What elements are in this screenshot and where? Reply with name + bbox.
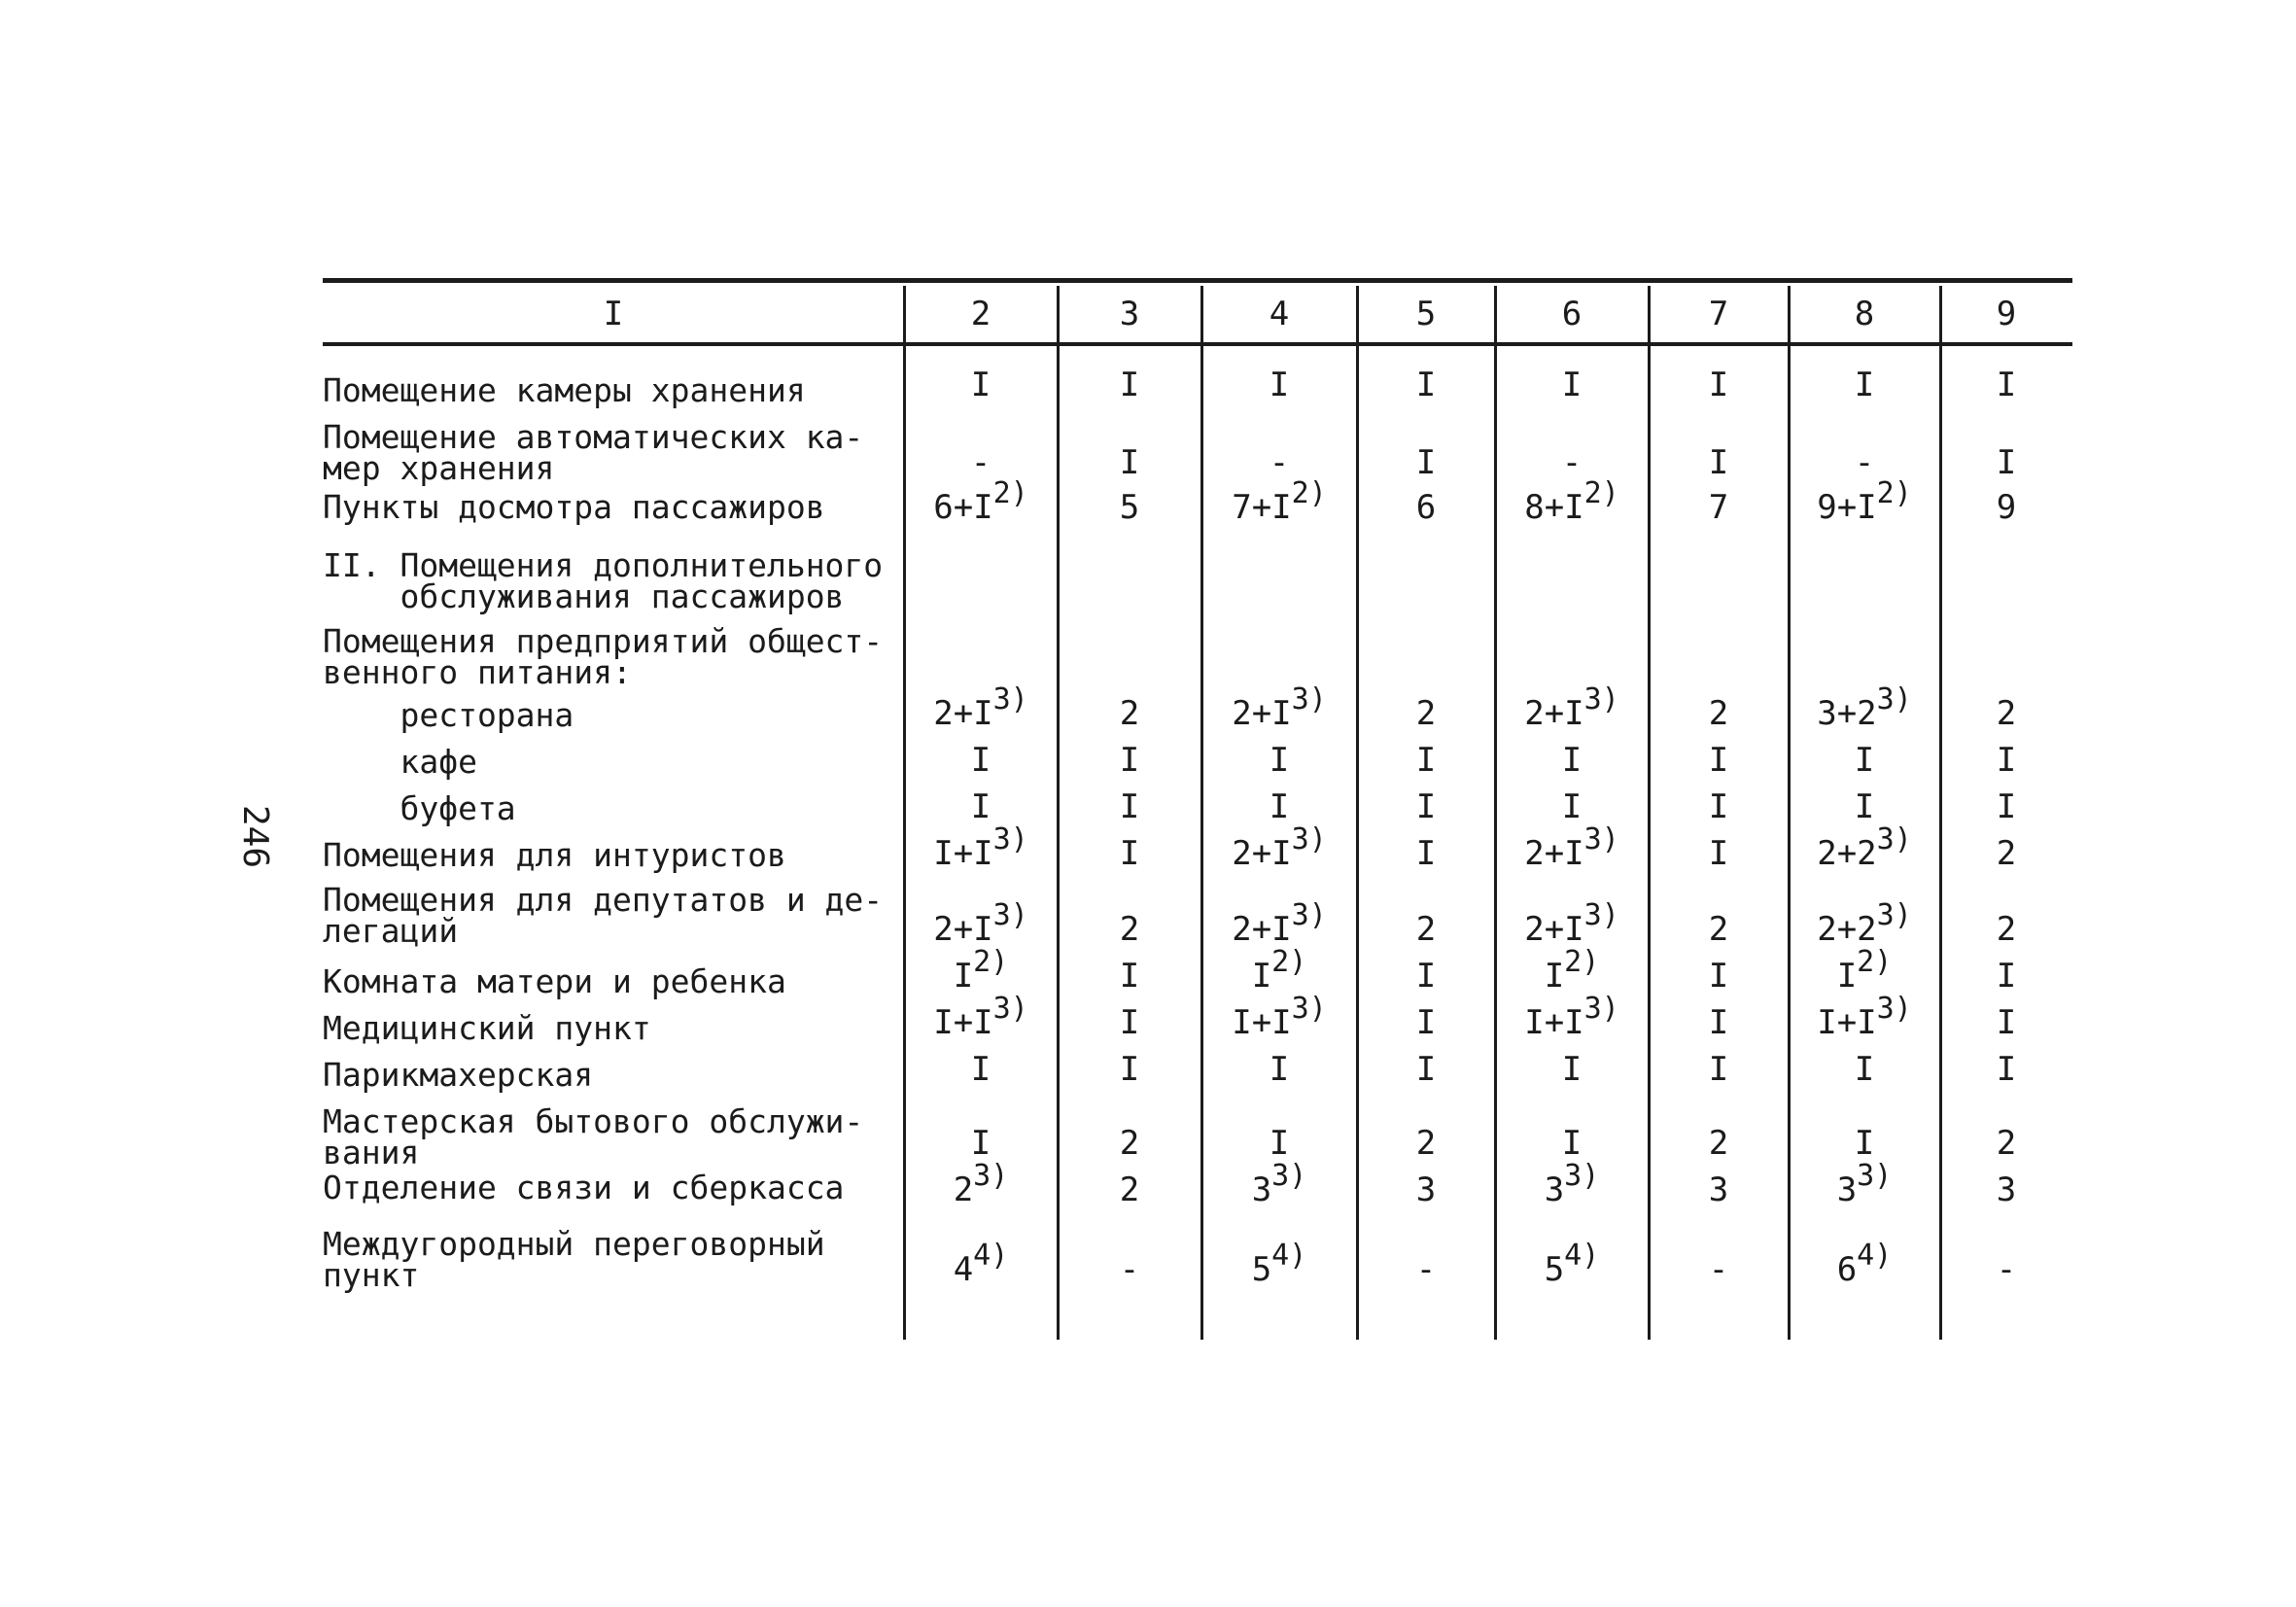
table-cell (1201, 741, 1357, 780)
table-cell (1357, 741, 1495, 780)
cell-value: 2+I (1524, 834, 1584, 873)
table-cell (904, 475, 1058, 527)
table-cell (1789, 681, 1940, 733)
header-cell-4: 4 (1269, 295, 1290, 333)
header-cell-5: 5 (1415, 295, 1437, 333)
row-label: Помещения предприятий общест- венного питания: (323, 622, 884, 691)
cell-value: I (1119, 1003, 1140, 1042)
cell-value: I (1561, 366, 1583, 404)
cell-value: I (1561, 741, 1583, 780)
row-label: II. Помещения дополнительного обслуживания пассажиров (323, 546, 884, 615)
table-cell (1201, 1050, 1357, 1089)
table-cell (1495, 991, 1649, 1042)
footnote-mark: 4) (1857, 1238, 1893, 1273)
table-cell (1357, 488, 1495, 527)
footnote-mark: 3) (992, 821, 1028, 856)
cell-value: I (1561, 1124, 1583, 1163)
cell-value: 2 (1996, 1124, 2017, 1163)
row-label: Комната матери и ребенка (323, 962, 786, 1000)
table-cell (1357, 443, 1495, 482)
footnote-mark: 3) (1564, 1158, 1600, 1193)
table-cell (1201, 787, 1357, 826)
cell-value: I (1119, 741, 1140, 780)
cell-value: I (1854, 1050, 1875, 1089)
cell-value: I (1561, 787, 1583, 826)
cell-value: I (1269, 1124, 1290, 1163)
table-cell (1058, 1124, 1201, 1163)
row-label: Парикмахерская (323, 1056, 594, 1094)
header-cell-6: 6 (1561, 295, 1583, 333)
table-cell (904, 991, 1058, 1042)
cell-value: 2+I (1232, 694, 1292, 733)
table-cell (1058, 957, 1201, 996)
table-cell (1058, 488, 1201, 527)
table-cell (1940, 694, 2072, 733)
cell-value: I (1708, 366, 1729, 404)
cell-value: - (1561, 443, 1583, 482)
cell-value: 2 (1415, 694, 1437, 733)
cell-value: 2 (1996, 910, 2017, 949)
cell-value: I (1415, 787, 1437, 826)
table-cell (1495, 1238, 1649, 1289)
table-cell (1940, 1124, 2072, 1163)
cell-value: 2 (1119, 1170, 1140, 1209)
table-cell (1649, 366, 1789, 404)
cell-value: I+I (933, 1003, 993, 1042)
table-cell (1058, 787, 1201, 826)
cell-value: 2 (1119, 1124, 1140, 1163)
footnote-mark: 2) (1583, 475, 1619, 510)
table-cell (1201, 366, 1357, 404)
table-cell (1058, 1003, 1201, 1042)
table-cell (904, 1050, 1058, 1089)
cell-value: - (1996, 1250, 2017, 1289)
footnote-mark: 3) (973, 1158, 1009, 1193)
cell-value: I (970, 1050, 991, 1089)
cell-value: I+I (1524, 1003, 1584, 1042)
cell-value: I (1415, 1050, 1437, 1089)
cell-value: 2 (953, 1170, 974, 1209)
table-cell (1495, 1050, 1649, 1089)
table-cell (1649, 957, 1789, 996)
footnote-mark: 4) (1271, 1238, 1307, 1273)
table-cell (1357, 787, 1495, 826)
footnote-mark: 2) (1291, 475, 1327, 510)
cell-value: 7 (1708, 488, 1729, 527)
table-cell (1058, 1250, 1201, 1289)
row-label: Отделение связи и сберкасса (323, 1169, 845, 1206)
table-cell (1649, 1124, 1789, 1163)
cell-value: 8+I (1524, 488, 1584, 527)
table-cell (1058, 366, 1201, 404)
cell-value: 3 (1415, 1170, 1437, 1209)
cell-value: 3 (1544, 1170, 1565, 1209)
cell-value: I (1854, 366, 1875, 404)
cell-value: 4 (953, 1250, 974, 1289)
footnote-mark: 3) (1291, 897, 1327, 932)
table-cell (1789, 787, 1940, 826)
footnote-mark: 2) (1857, 944, 1893, 979)
cell-value: 7+I (1232, 488, 1292, 527)
cell-value: I (1119, 443, 1140, 482)
table-cell (1058, 834, 1201, 873)
table-cell (1357, 1003, 1495, 1042)
table-cell (1789, 475, 1940, 527)
cell-value: 9+I (1817, 488, 1877, 527)
table-cell (1789, 366, 1940, 404)
cell-value: I (1836, 957, 1858, 996)
table-cell (1357, 1050, 1495, 1089)
cell-value: I (1996, 1003, 2017, 1042)
row-label: Помещения для интуристов (323, 836, 786, 874)
cell-value: 2+I (933, 910, 993, 949)
cell-value: 2 (1415, 910, 1437, 949)
table-cell (1357, 694, 1495, 733)
header-cell-2: 2 (970, 295, 991, 333)
cell-value: I (1854, 787, 1875, 826)
table-cell (1649, 488, 1789, 527)
cell-value: 3 (1251, 1170, 1272, 1209)
table-cell (1789, 821, 1940, 873)
cell-value: - (1854, 443, 1875, 482)
table-cell (904, 443, 1058, 482)
table-cell (1940, 366, 2072, 404)
cell-value: - (1269, 443, 1290, 482)
cell-value: I (1415, 834, 1437, 873)
row-label: кафе (323, 743, 477, 781)
footnote-mark: 3) (992, 897, 1028, 932)
footnote-mark: 3) (1876, 897, 1912, 932)
cell-value: 2 (1708, 1124, 1729, 1163)
table-cell (1495, 821, 1649, 873)
footnote-mark: 3) (1271, 1158, 1307, 1193)
cell-value: I (1708, 1003, 1729, 1042)
table-cell (904, 366, 1058, 404)
table-cell (1940, 834, 2072, 873)
table-cell (1940, 741, 2072, 780)
row-label: Междугородный переговорный пункт (323, 1225, 825, 1294)
table-cell (1789, 944, 1940, 996)
table-cell (1495, 1124, 1649, 1163)
header-cell-7: 7 (1708, 295, 1729, 333)
table-cell (904, 897, 1058, 949)
cell-value: - (1708, 1250, 1729, 1289)
table-cell (1357, 366, 1495, 404)
table-cell (1940, 443, 2072, 482)
table-cell (1649, 787, 1789, 826)
table-cell (1495, 741, 1649, 780)
cell-value: I (1119, 787, 1140, 826)
table-cell (1789, 1124, 1940, 1163)
cell-value: 2 (1415, 1124, 1437, 1163)
table-cell (1789, 1238, 1940, 1289)
table-cell (1201, 944, 1357, 996)
table-cell (1495, 681, 1649, 733)
cell-value: I (1996, 1050, 2017, 1089)
footnote-mark: 3) (1857, 1158, 1893, 1193)
row-label: Помещения для депутатов и де- легаций (323, 881, 884, 950)
cell-value: I (1119, 366, 1140, 404)
cell-value: I (1415, 443, 1437, 482)
table-cell (1940, 488, 2072, 527)
cell-value: I (970, 787, 991, 826)
footnote-mark: 3) (1291, 681, 1327, 716)
row-label: ресторана (323, 696, 574, 734)
cell-value: I (1561, 1050, 1583, 1089)
footnote-mark: 3) (1583, 681, 1619, 716)
table-cell (1357, 1124, 1495, 1163)
cell-value: 3 (1996, 1170, 2017, 1209)
table-cell (1201, 821, 1357, 873)
row-label: буфета (323, 789, 516, 827)
table-cell (1201, 1238, 1357, 1289)
cell-value: I (970, 741, 991, 780)
cell-value: I (1119, 1050, 1140, 1089)
table-cell (1789, 1158, 1940, 1209)
cell-value: I+I (1232, 1003, 1292, 1042)
cell-value: 2 (1708, 694, 1729, 733)
table-cell (1058, 1050, 1201, 1089)
table-cell (1058, 694, 1201, 733)
cell-value: 3+2 (1817, 694, 1877, 733)
cell-value: I (1415, 366, 1437, 404)
table-cell (904, 944, 1058, 996)
table-cell (1789, 897, 1940, 949)
cell-value: 2+I (1524, 694, 1584, 733)
table-cell (1201, 991, 1357, 1042)
table-cell (1495, 787, 1649, 826)
table-cell (1495, 1158, 1649, 1209)
header-cell-3: 3 (1119, 295, 1140, 333)
cell-value: I (970, 366, 991, 404)
cell-value: 2+2 (1817, 910, 1877, 949)
footnote-mark: 2) (1271, 944, 1307, 979)
room-count-table (323, 278, 2072, 1347)
table-cell (1789, 1050, 1940, 1089)
footnote-mark: 3) (1583, 821, 1619, 856)
cell-value: 2 (1996, 694, 2017, 733)
cell-value: 9 (1996, 488, 2017, 527)
footnote-mark: 3) (1583, 897, 1619, 932)
cell-value: 5 (1251, 1250, 1272, 1289)
table-cell (1201, 1124, 1357, 1163)
table-cell (1940, 1170, 2072, 1209)
table-cell (1495, 366, 1649, 404)
table-cell (1357, 910, 1495, 949)
table-cell (1357, 834, 1495, 873)
table-cell (1058, 741, 1201, 780)
table-cell (1357, 1170, 1495, 1209)
table-cell (1940, 957, 2072, 996)
table-cell (1201, 475, 1357, 527)
table-cell (1058, 443, 1201, 482)
cell-value: I (1415, 1003, 1437, 1042)
table-cell (1789, 991, 1940, 1042)
cell-value: I (1119, 957, 1140, 996)
cell-value: 3 (1836, 1170, 1858, 1209)
table-cell (904, 787, 1058, 826)
table-cell (1789, 443, 1940, 482)
footnote-mark: 4) (1564, 1238, 1600, 1273)
header-cell-8: 8 (1854, 295, 1875, 333)
table-cell (904, 681, 1058, 733)
table-cell (1649, 443, 1789, 482)
cell-value: I (1269, 741, 1290, 780)
cell-value: I+I (1817, 1003, 1877, 1042)
table-cell (1649, 1250, 1789, 1289)
table-cell (1940, 787, 2072, 826)
table-cell (1940, 1003, 2072, 1042)
cell-value: 2 (1119, 694, 1140, 733)
row-label: Помещение автоматических ка- мер хранения (323, 418, 864, 487)
table-cell (1058, 910, 1201, 949)
table-cell (904, 1238, 1058, 1289)
cell-value: I (1269, 1050, 1290, 1089)
cell-value: 2 (1996, 834, 2017, 873)
cell-value: 5 (1544, 1250, 1565, 1289)
cell-value: 2+I (1524, 910, 1584, 949)
cell-value: - (1415, 1250, 1437, 1289)
table-cell (904, 741, 1058, 780)
footnote-mark: 2) (973, 944, 1009, 979)
footnote-mark: 3) (1876, 821, 1912, 856)
footnote-mark: 3) (1291, 821, 1327, 856)
header-cell-9: 9 (1996, 295, 2017, 333)
cell-value: I (1269, 366, 1290, 404)
table-cell (1649, 1003, 1789, 1042)
footnote-mark: 3) (1876, 991, 1912, 1026)
cell-value: I (1996, 443, 2017, 482)
table-cell (1495, 475, 1649, 527)
cell-value: 2+I (933, 694, 993, 733)
page-number: 246 (235, 804, 276, 869)
table-cell (1649, 1170, 1789, 1209)
cell-value: I (1996, 366, 2017, 404)
footnote-mark: 2) (992, 475, 1028, 510)
cell-value: I (970, 1124, 991, 1163)
row-label: Пункты досмотра пассажиров (323, 488, 825, 526)
cell-value: I (1708, 443, 1729, 482)
cell-value: I (1708, 957, 1729, 996)
cell-value: I (1415, 957, 1437, 996)
table-cell (1649, 910, 1789, 949)
table-cell (1201, 443, 1357, 482)
footnote-mark: 4) (973, 1238, 1009, 1273)
footnote-mark: 3) (1876, 681, 1912, 716)
header-cell-1: I (603, 295, 624, 333)
cell-value: I (1119, 834, 1140, 873)
table-cell (1201, 897, 1357, 949)
cell-value: 2+I (1232, 910, 1292, 949)
cell-value: I (953, 957, 974, 996)
table-cell (1495, 443, 1649, 482)
table-cell (1649, 694, 1789, 733)
table-cell (1940, 910, 2072, 949)
table-cell (1201, 681, 1357, 733)
table-cell (1940, 1050, 2072, 1089)
cell-value: I (1708, 834, 1729, 873)
cell-value: I (1415, 741, 1437, 780)
cell-value: I (1708, 787, 1729, 826)
cell-value: 2 (1708, 910, 1729, 949)
table-cell (1789, 741, 1940, 780)
cell-value: I (1708, 1050, 1729, 1089)
cell-value: 6+I (933, 488, 993, 527)
table-cell (904, 1158, 1058, 1209)
cell-value: I (1996, 957, 2017, 996)
table-cell (1495, 897, 1649, 949)
cell-value: I (1854, 741, 1875, 780)
cell-value: I (1708, 741, 1729, 780)
header-bottom-rule (323, 342, 2072, 346)
cell-value: 2+I (1232, 834, 1292, 873)
row-label: Медицинский пункт (323, 1009, 651, 1047)
footnote-mark: 3) (992, 681, 1028, 716)
table-cell (1357, 957, 1495, 996)
table-top-rule (323, 278, 2072, 283)
table-cell (1649, 834, 1789, 873)
cell-value: 3 (1708, 1170, 1729, 1209)
table-cell (1058, 1170, 1201, 1209)
cell-value: I (1544, 957, 1565, 996)
table-cell (1649, 1050, 1789, 1089)
cell-value: I (1269, 787, 1290, 826)
cell-value: 2 (1119, 910, 1140, 949)
row-label: Помещение камеры хранения (323, 371, 806, 409)
footnote-mark: 3) (1291, 991, 1327, 1026)
cell-value: - (1119, 1250, 1140, 1289)
cell-value: I (1251, 957, 1272, 996)
table-cell (1940, 1250, 2072, 1289)
cell-value: I+I (933, 834, 993, 873)
cell-value: I (1996, 787, 2017, 826)
cell-value: I (1996, 741, 2017, 780)
footnote-mark: 2) (1564, 944, 1600, 979)
footnote-mark: 3) (1583, 991, 1619, 1026)
cell-value: 5 (1119, 488, 1140, 527)
cell-value: 6 (1415, 488, 1437, 527)
table-cell (1495, 944, 1649, 996)
cell-value: 2+2 (1817, 834, 1877, 873)
cell-value: 6 (1836, 1250, 1858, 1289)
table-cell (904, 1124, 1058, 1163)
cell-value: - (970, 443, 991, 482)
table-cell (1649, 741, 1789, 780)
footnote-mark: 2) (1876, 475, 1912, 510)
row-label: Мастерская бытового обслужи- вания (323, 1102, 864, 1171)
table-cell (904, 821, 1058, 873)
cell-value: I (1854, 1124, 1875, 1163)
footnote-mark: 3) (992, 991, 1028, 1026)
table-cell (1357, 1250, 1495, 1289)
table-cell (1201, 1158, 1357, 1209)
